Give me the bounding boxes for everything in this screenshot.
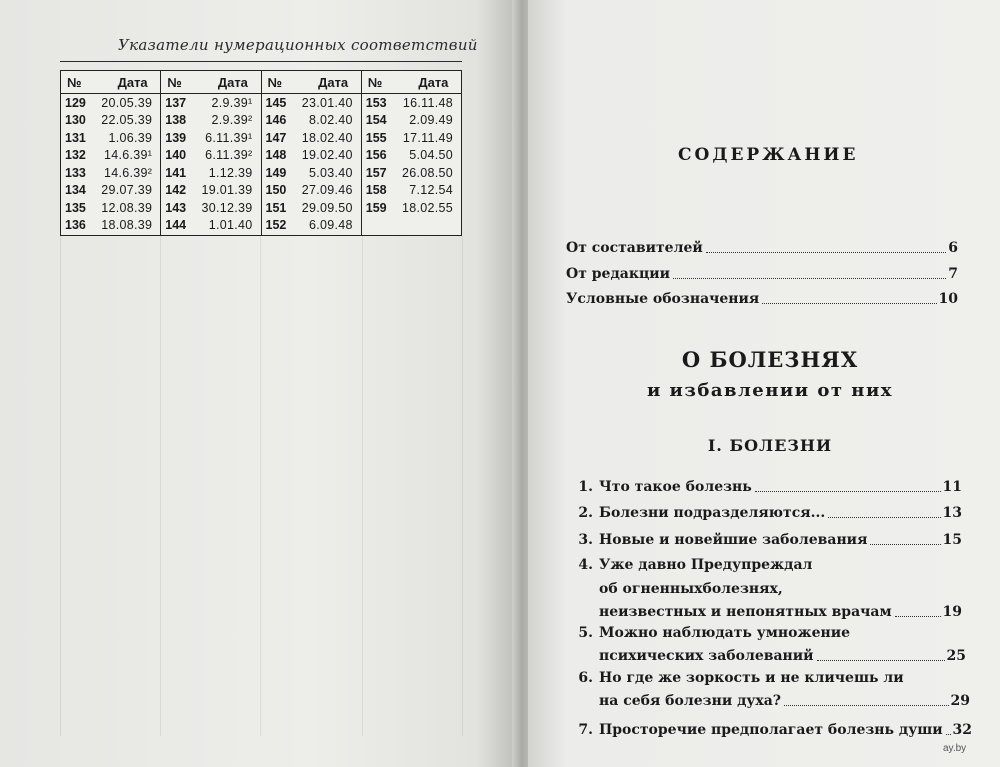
row-date: 2.9.39² <box>211 113 253 128</box>
table-row <box>61 94 160 112</box>
toc-entry <box>566 504 962 522</box>
row-number: 159 <box>365 200 387 215</box>
running-head: Указатели нумерационных соответствий <box>118 36 478 54</box>
header-number: № <box>67 74 82 90</box>
table-row <box>161 147 260 165</box>
row-number: 131 <box>65 130 86 145</box>
row-number: 137 <box>165 95 187 110</box>
row-number: 144 <box>165 218 187 233</box>
toc-entry <box>566 290 958 308</box>
toc-entry <box>599 692 970 710</box>
toc-entry-label: неизвестных и непонятных врачам <box>599 604 892 620</box>
table-row <box>262 94 361 112</box>
numbering-table <box>60 70 462 236</box>
header-number: № <box>367 74 383 90</box>
row-date: 5.04.50 <box>409 148 453 163</box>
toc-entry-page: 6 <box>948 240 958 256</box>
toc-entry-label: Просторечие предполагает болезнь души <box>599 722 943 738</box>
section-title: I. БОЛЕЗНИ <box>707 436 833 455</box>
table-column <box>61 71 161 235</box>
row-number: 145 <box>265 95 287 110</box>
toc-entry-page: 11 <box>942 479 962 495</box>
row-number: 138 <box>165 113 187 128</box>
toc-entry-page: 15 <box>942 532 962 548</box>
row-number: 141 <box>165 165 187 180</box>
row-date: 19.02.40 <box>301 148 353 163</box>
table-row <box>61 217 160 235</box>
toc-entry-number: 4. <box>578 557 593 573</box>
table-header <box>362 71 461 94</box>
row-number: 151 <box>265 200 287 215</box>
row-number: 135 <box>65 200 86 215</box>
row-number: 150 <box>265 183 287 198</box>
table-row <box>262 182 361 200</box>
table-row <box>61 129 160 147</box>
toc-entry <box>566 478 962 496</box>
row-date: 18.02.40 <box>301 130 353 145</box>
row-date: 30.12.39 <box>201 200 253 215</box>
toc-entry-page: 32 <box>952 722 972 738</box>
toc-entry-label: От составителей <box>566 240 703 256</box>
table-row <box>362 182 461 200</box>
toc-entry <box>566 721 972 739</box>
row-date: 20.05.39 <box>101 95 153 110</box>
show-through-line <box>462 236 463 736</box>
toc-entry-label: Условные обозначения <box>566 291 760 307</box>
table-row <box>362 199 461 217</box>
dot-leader <box>784 705 949 706</box>
show-through-line <box>60 236 61 736</box>
row-number: 143 <box>165 200 187 215</box>
toc-entry-page: 25 <box>946 648 966 664</box>
toc-entry <box>599 603 962 621</box>
row-number: 129 <box>65 95 86 110</box>
table-row <box>61 182 160 200</box>
header-date: Дата <box>117 74 148 90</box>
row-number: 140 <box>165 148 187 163</box>
row-date: 22.05.39 <box>101 113 153 128</box>
show-through-line <box>260 236 261 736</box>
row-number: 149 <box>265 165 287 180</box>
table-row <box>161 94 260 112</box>
row-date: 7.12.54 <box>409 183 453 198</box>
toc-entry-page: 10 <box>938 291 958 307</box>
toc-entry-number: 5. <box>578 625 593 641</box>
row-number: 142 <box>165 183 187 198</box>
toc-entry-number: 1. <box>578 479 593 495</box>
part-subtitle: и избавлении от них <box>646 380 894 401</box>
table-header <box>161 71 260 94</box>
row-date: 26.08.50 <box>401 165 453 180</box>
dot-leader <box>673 278 946 279</box>
row-date: 18.08.39 <box>101 218 153 233</box>
header-date: Дата <box>418 74 449 90</box>
watermark: ay.by <box>943 743 967 754</box>
table-row <box>161 182 260 200</box>
row-number: 148 <box>265 148 287 163</box>
table-row <box>362 147 461 165</box>
toc-entry-label: От редакции <box>566 266 671 282</box>
header-rule <box>60 61 462 62</box>
table-row <box>262 164 361 182</box>
table-row <box>61 199 160 217</box>
row-date: 2.09.49 <box>409 113 453 128</box>
toc-entry-label: на себя болезни духа? <box>599 693 781 709</box>
table-column <box>161 71 261 235</box>
table-row <box>262 199 361 217</box>
row-date: 19.01.39 <box>201 183 253 198</box>
table-column <box>362 71 461 235</box>
toc-entry-label: Что такое болезнь <box>599 479 752 495</box>
dot-leader <box>828 517 940 518</box>
table-row <box>161 129 260 147</box>
row-number: 139 <box>165 130 187 145</box>
toc-entry-page: 29 <box>950 693 970 709</box>
toc-entry-number: 6. <box>578 670 593 686</box>
dot-leader <box>946 734 951 735</box>
table-row <box>61 164 160 182</box>
table-row <box>161 217 260 235</box>
row-date: 5.03.40 <box>308 165 353 180</box>
toc-entry-label: психических заболеваний <box>599 648 814 664</box>
row-number: 153 <box>365 95 387 110</box>
dot-leader <box>755 491 941 492</box>
header-date: Дата <box>217 74 248 90</box>
toc-entry-label: Но где же зоркость и не кличешь ли <box>599 670 904 686</box>
toc-entry <box>599 647 966 665</box>
table-column <box>262 71 362 235</box>
row-date: 6.11.39¹ <box>205 130 253 145</box>
table-row <box>161 112 260 130</box>
table-row <box>262 217 361 235</box>
show-through-line <box>160 236 161 736</box>
toc-entry-label: Новые и новейшие заболевания <box>599 532 868 548</box>
dot-leader <box>762 303 936 304</box>
show-through-line <box>362 236 363 736</box>
table-row <box>362 164 461 182</box>
row-date: 6.09.48 <box>308 218 353 233</box>
row-date: 27.09.46 <box>301 183 353 198</box>
toc-entry <box>566 531 962 549</box>
header-number: № <box>167 74 182 90</box>
row-date: 23.01.40 <box>301 95 353 110</box>
toc-entry-page: 7 <box>948 266 958 282</box>
row-date: 18.02.55 <box>401 200 453 215</box>
row-number: 146 <box>265 113 287 128</box>
row-number: 156 <box>365 148 387 163</box>
row-number: 158 <box>365 183 387 198</box>
table-row <box>362 112 461 130</box>
row-date: 2.9.39¹ <box>211 95 253 110</box>
row-date: 16.11.48 <box>402 95 453 110</box>
dot-leader <box>870 544 940 545</box>
row-date: 1.01.40 <box>208 218 253 233</box>
toc-entry <box>566 265 958 283</box>
toc-entry-page: 19 <box>942 604 962 620</box>
header-number: № <box>267 74 282 90</box>
row-number: 130 <box>65 113 86 128</box>
row-number: 155 <box>365 130 387 145</box>
row-number: 147 <box>265 130 287 145</box>
row-number: 157 <box>365 165 387 180</box>
row-date: 29.07.39 <box>101 183 153 198</box>
table-row <box>161 164 260 182</box>
dot-leader <box>817 660 945 661</box>
table-header <box>61 71 160 94</box>
header-date: Дата <box>318 74 349 90</box>
row-date: 1.12.39 <box>208 165 253 180</box>
row-number: 136 <box>65 218 86 233</box>
toc-entry-label: об огненныхболезнях, <box>599 581 783 597</box>
row-number: 154 <box>365 113 387 128</box>
table-row <box>262 129 361 147</box>
toc-entry-label: Можно наблюдать умножение <box>599 625 851 641</box>
row-date: 17.11.49 <box>402 130 453 145</box>
part-title: О БОЛЕЗНЯХ <box>681 347 859 372</box>
row-date: 29.09.50 <box>301 200 353 215</box>
table-row <box>61 112 160 130</box>
dot-leader <box>895 616 941 617</box>
toc-entry-label: Болезни подразделяются... <box>599 505 826 521</box>
row-number: 152 <box>265 218 287 233</box>
row-number: 132 <box>65 148 86 163</box>
table-row <box>262 147 361 165</box>
dot-leader <box>706 252 947 253</box>
table-row <box>262 112 361 130</box>
row-number: 133 <box>65 165 86 180</box>
table-header <box>262 71 361 94</box>
table-row <box>362 94 461 112</box>
toc-entry-label: Уже давно Предупреждал <box>599 557 813 573</box>
toc-entry-number: 3. <box>578 532 593 548</box>
row-date: 8.02.40 <box>308 113 353 128</box>
toc-entry-number: 7. <box>578 722 593 738</box>
table-row <box>161 199 260 217</box>
row-date: 1.06.39 <box>108 130 153 145</box>
row-date: 14.6.39² <box>103 165 153 180</box>
row-date: 12.08.39 <box>101 200 153 215</box>
row-number: 134 <box>65 183 86 198</box>
table-row <box>61 147 160 165</box>
table-row <box>362 129 461 147</box>
toc-entry-number: 2. <box>578 505 593 521</box>
toc-entry-page: 13 <box>942 505 962 521</box>
row-date: 6.11.39² <box>205 148 253 163</box>
toc-entry <box>566 239 958 257</box>
toc-title: СОДЕРЖАНИЕ <box>678 145 859 165</box>
row-date: 14.6.39¹ <box>103 148 153 163</box>
